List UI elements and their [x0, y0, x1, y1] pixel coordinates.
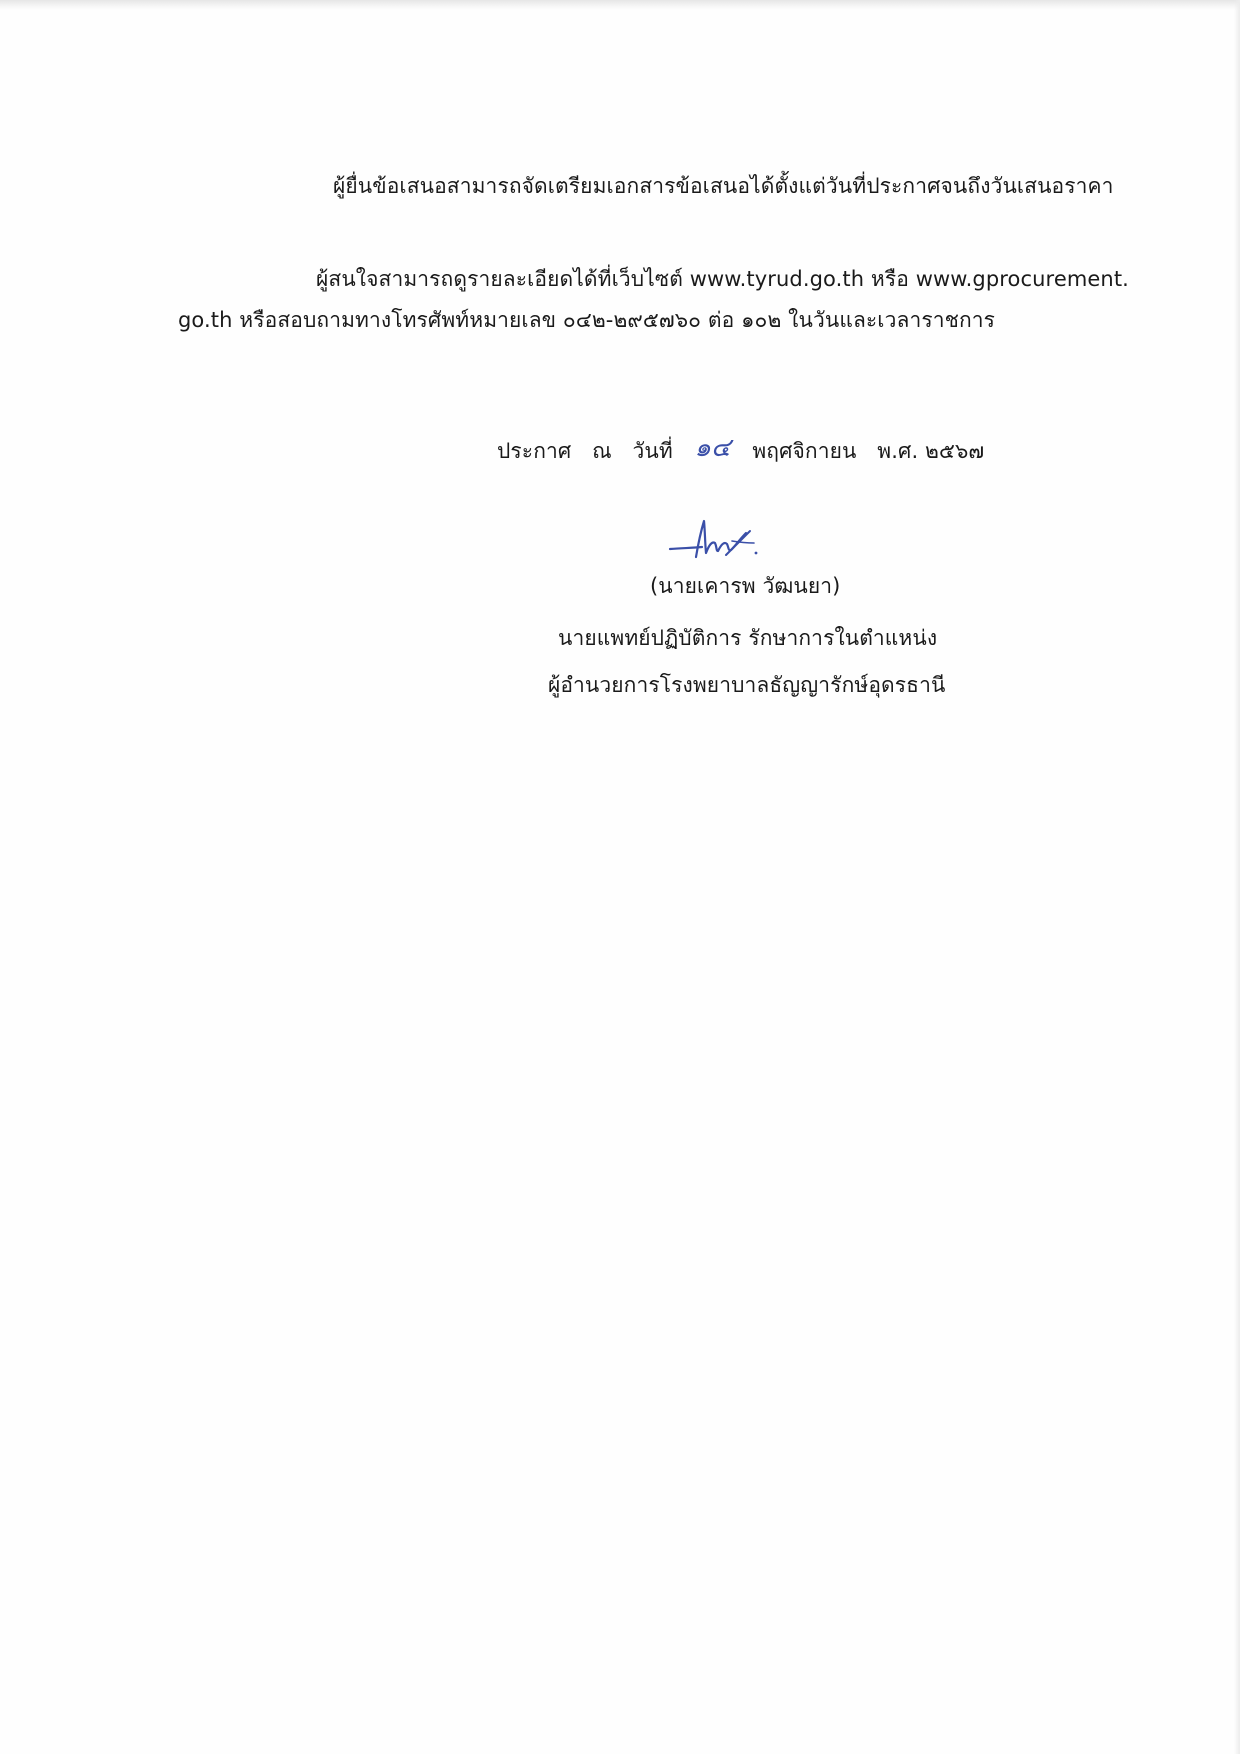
signatory-name: (นายเคารพ วัฒนยา) — [650, 574, 841, 598]
announce-era: พ.ศ. — [877, 439, 919, 463]
announce-year: ๒๕๖๗ — [925, 439, 985, 463]
announce-month: พฤศจิกายน — [752, 439, 857, 463]
paragraph-contact-line-1: ผู้สนใจสามารถดูรายละเอียดได้ที่เว็บไซต์ www.tyrud.go.th หรือ www.gprocurement. — [316, 267, 1129, 291]
scan-edge-top — [0, 0, 1240, 10]
paragraph-prepare-documents: ผู้ยื่นข้อเสนอสามารถจัดเตรียมเอกสารข้อเสนอได้ตั้งแต่วันที่ประกาศจนถึงวันเสนอราคา — [333, 174, 1114, 198]
announce-na: ณ — [592, 439, 612, 463]
signatory-position-line-1: นายแพทย์ปฏิบัติการ รักษาการในตำแหน่ง — [558, 626, 938, 650]
handwritten-day: ๑๔ — [694, 433, 731, 463]
announcement-date-line — [497, 435, 984, 466]
announce-label: ประกาศ — [497, 439, 572, 463]
announce-day-label: วันที่ — [632, 439, 673, 463]
scan-edge-right — [1234, 0, 1240, 1754]
signatory-position-line-2: ผู้อำนวยการโรงพยาบาลธัญญารักษ์อุดรธานี — [548, 673, 946, 697]
paragraph-contact-line-2: go.th หรือสอบถามทางโทรศัพท์หมายเลข ๐๔๒-๒๙๕๗๖๐ ต่อ ๑๐๒ ในวันและเวลาราชการ — [178, 308, 996, 332]
handwritten-signature — [668, 517, 768, 567]
